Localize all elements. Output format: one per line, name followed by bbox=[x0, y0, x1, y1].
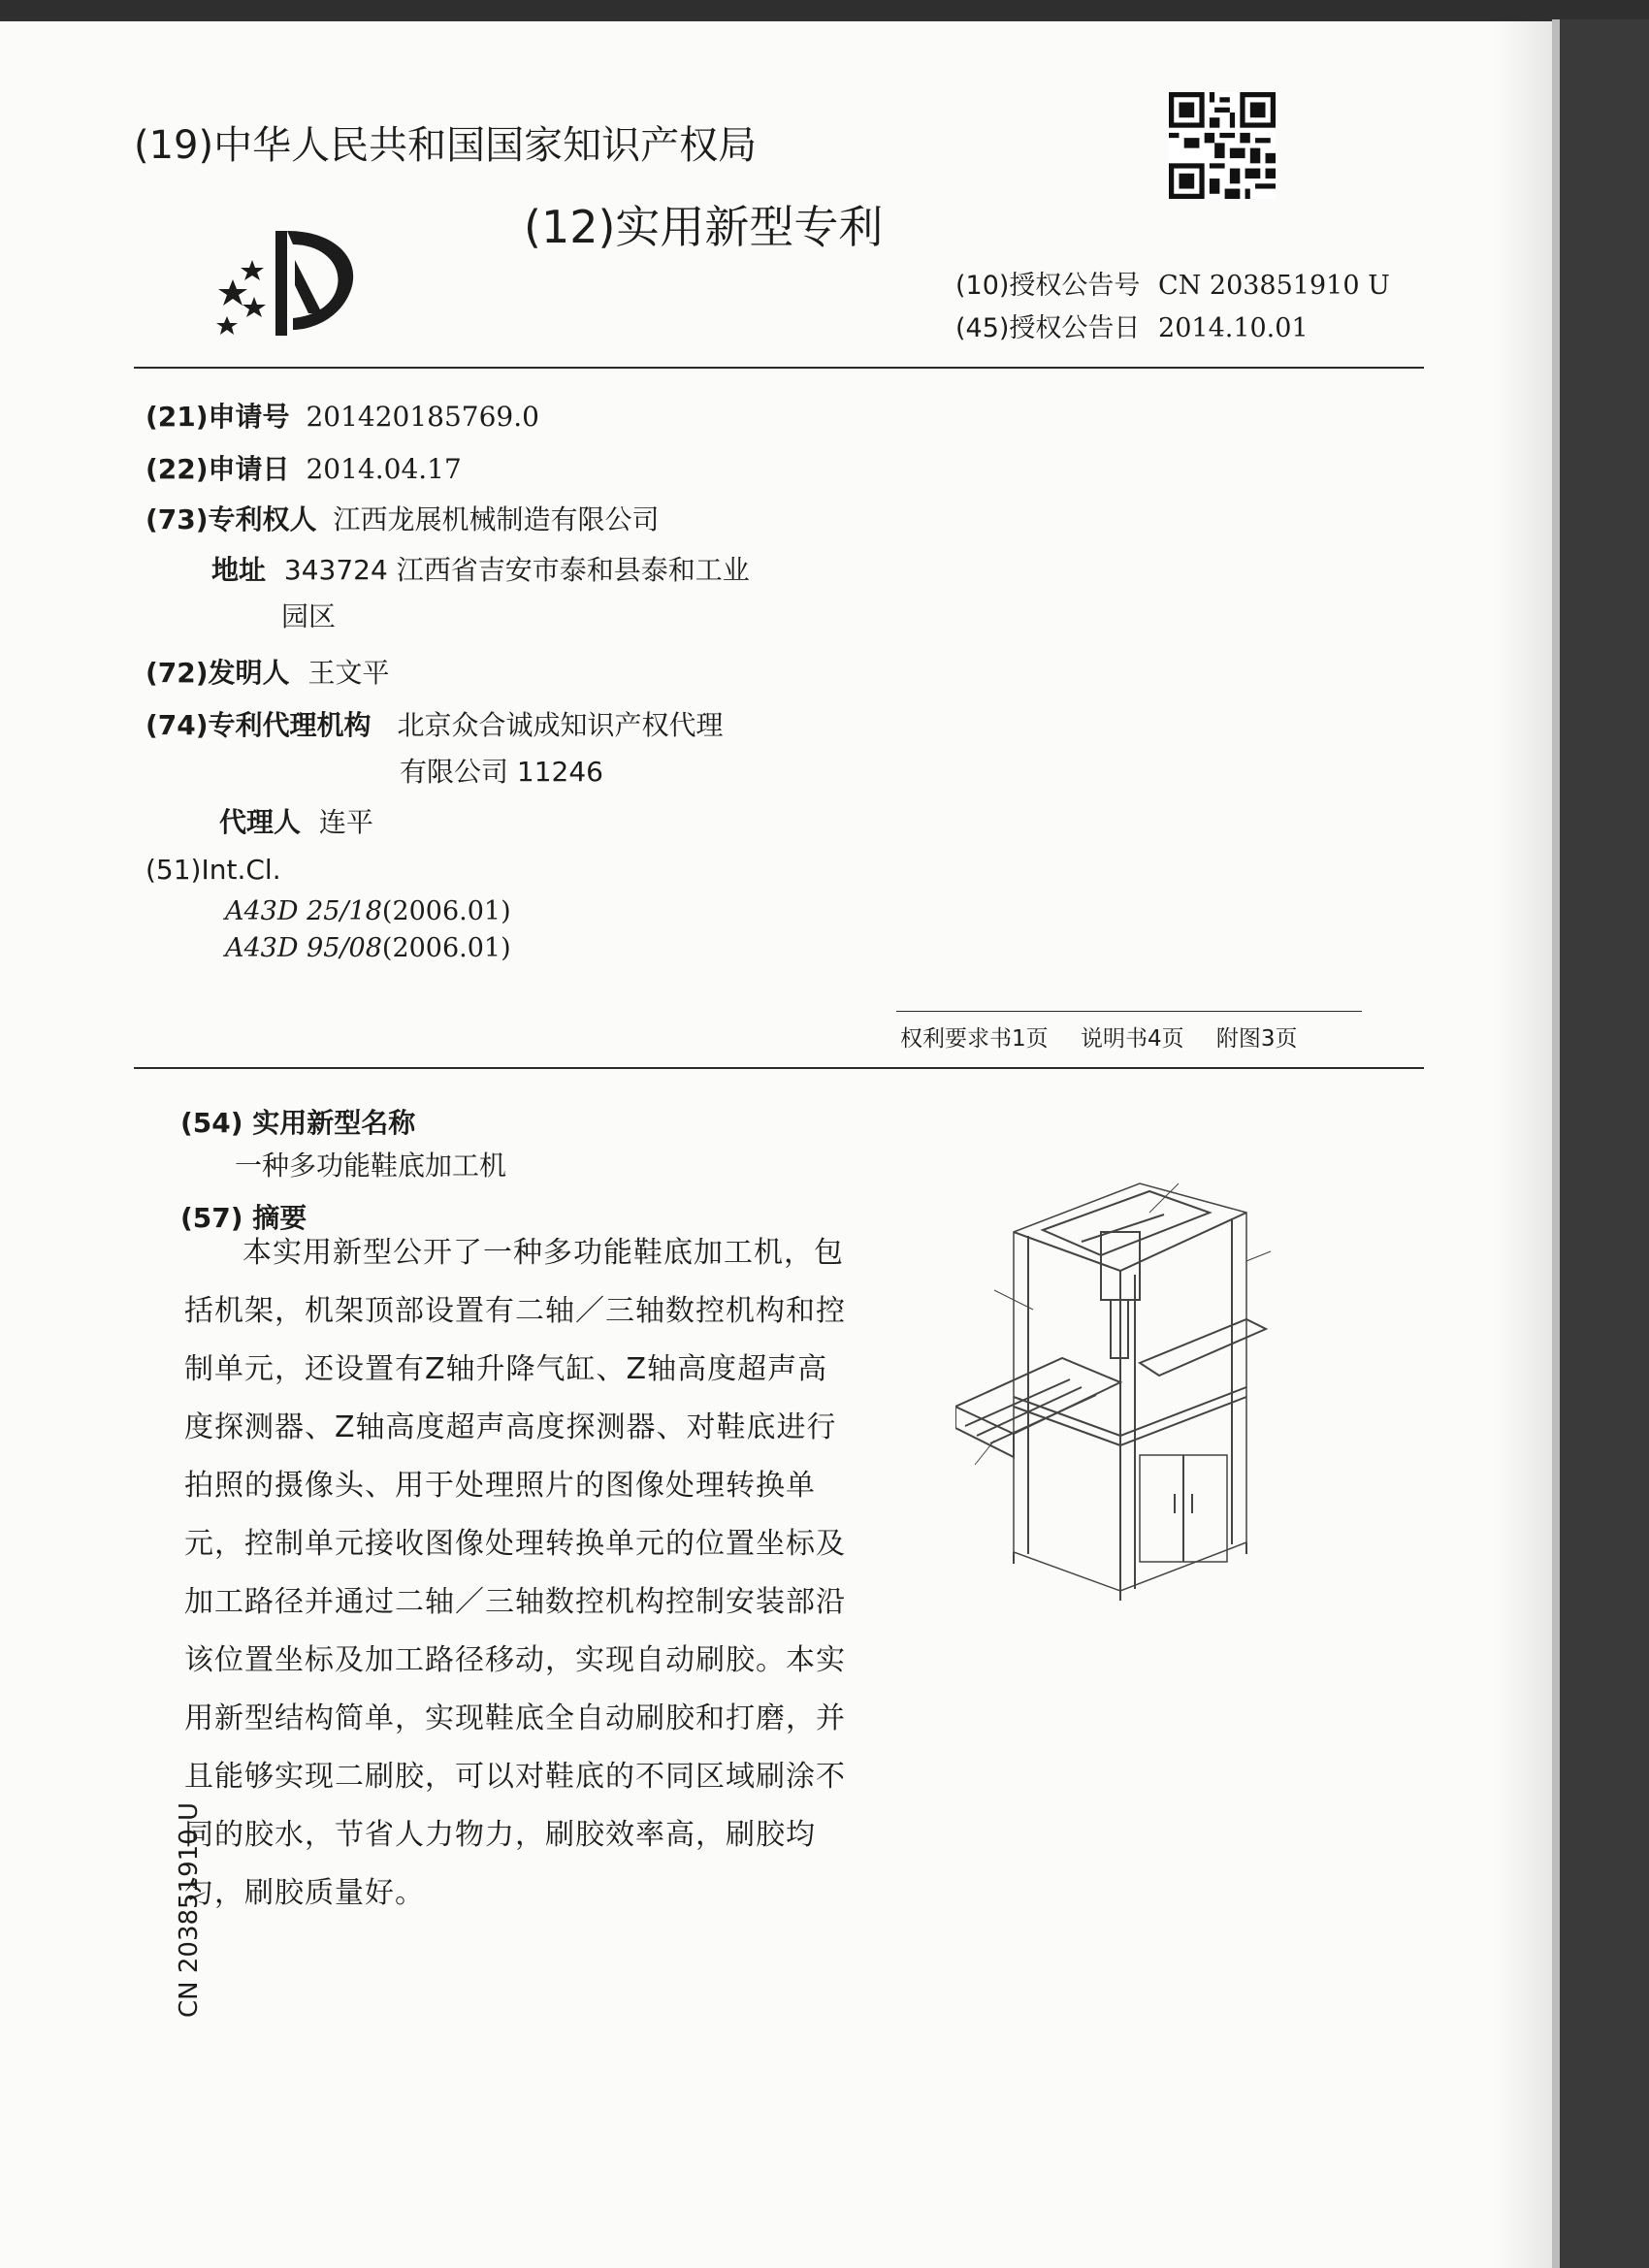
scan-shadow bbox=[1494, 21, 1552, 2268]
intcl-item bbox=[225, 896, 511, 926]
application-date-label: (22)申请日 bbox=[146, 453, 290, 485]
intcl-code: A43D 25/18 bbox=[225, 896, 382, 926]
intcl-version: (2006.01) bbox=[381, 933, 511, 963]
address-row bbox=[211, 549, 750, 588]
patentee-row bbox=[146, 499, 659, 537]
application-date-row bbox=[146, 448, 462, 487]
patentee: 江西龙展机械制造有限公司 bbox=[333, 503, 660, 535]
drawings-pages: 附图3页 bbox=[1215, 1026, 1298, 1052]
pub-date: 2014.10.01 bbox=[1158, 313, 1309, 343]
address-label: 地址 bbox=[211, 554, 267, 586]
agency-row bbox=[146, 704, 723, 743]
intcl-label: (51)Int.Cl. bbox=[146, 854, 281, 886]
title-label: (54) 实用新型名称 bbox=[180, 1107, 416, 1139]
application-number-row bbox=[146, 396, 539, 435]
scan-edge-right bbox=[1560, 19, 1649, 2268]
office-name: (19)中华人民共和国国家知识产权局 bbox=[134, 123, 758, 168]
pub-number-row bbox=[955, 264, 1390, 302]
agency-line-1: 北京众合诚成知识产权代理 bbox=[397, 709, 724, 741]
abstract-text: 本实用新型公开了一种多功能鞋底加工机，包括机架，机架顶部设置有二轴／三轴数控机构和控制单元，还设置有Z轴升降气缸、Z轴高度超声高度探测器、Z轴高度超声高度探测器、对鞋底进行拍照的摄像头、用于处理照片的图像处理转换单元，控制单元接收图像处理转换单元的位置坐标及加工路径并通过二轴／三轴数控机构控制安装部沿该位置坐标及加工路径移动，实现自动刷胶。本实用新型结构简单，实现鞋底全自动刷胶和打磨，并且能够实现二刷胶，可以对鞋底的不同区域刷涂不同的胶水，节省人力物力，刷胶效率高，刷胶均匀，刷胶质量好。 bbox=[184, 1236, 846, 1910]
scan-edge-inner bbox=[1552, 19, 1560, 2268]
agent-row bbox=[219, 801, 373, 840]
agent-label: 代理人 bbox=[219, 806, 302, 838]
agency-label: (74)专利代理机构 bbox=[146, 709, 372, 741]
header-rule bbox=[134, 367, 1424, 369]
agent: 连平 bbox=[318, 806, 373, 838]
patentee-label: (73)专利权人 bbox=[146, 503, 317, 535]
pub-number-label: (10)授权公告号 bbox=[955, 271, 1141, 301]
qr-code-icon bbox=[1169, 92, 1276, 199]
pages-rule-top bbox=[896, 1011, 1362, 1012]
address-line-1: 343724 江西省吉安市泰和县泰和工业 bbox=[283, 554, 750, 586]
application-number: 201420185769.0 bbox=[306, 401, 539, 433]
agency-line-2: 有限公司 11246 bbox=[400, 756, 603, 788]
inventor: 王文平 bbox=[307, 657, 390, 689]
utility-model-title: 一种多功能鞋底加工机 bbox=[235, 1150, 507, 1182]
inventor-label: (72)发明人 bbox=[146, 657, 290, 689]
scan-edge-top bbox=[0, 0, 1649, 21]
side-publication-number: CN 203851910 U bbox=[175, 1801, 204, 2018]
intcl-item bbox=[225, 933, 511, 963]
description-pages: 说明书4页 bbox=[1080, 1026, 1184, 1052]
application-date: 2014.04.17 bbox=[306, 453, 462, 485]
address-line-2: 园区 bbox=[281, 600, 337, 632]
inventor-row bbox=[146, 652, 389, 691]
document-type: (12)实用新型专利 bbox=[524, 201, 884, 253]
application-number-label: (21)申请号 bbox=[146, 401, 290, 433]
pub-date-label: (45)授权公告日 bbox=[955, 313, 1141, 343]
page-counts bbox=[900, 1021, 1298, 1053]
machine-drawing bbox=[955, 1174, 1276, 1601]
pub-number: CN 203851910 U bbox=[1158, 271, 1390, 301]
intcl-code: A43D 95/08 bbox=[225, 933, 382, 963]
claims-pages: 权利要求书1页 bbox=[900, 1026, 1049, 1052]
pub-date-row bbox=[955, 307, 1309, 344]
cnipa-logo-icon bbox=[215, 221, 366, 342]
abstract-label: (57) 摘要 bbox=[180, 1202, 307, 1234]
section-rule bbox=[134, 1067, 1424, 1069]
paper-sheet bbox=[0, 21, 1552, 2268]
intcl-version: (2006.01) bbox=[381, 896, 511, 926]
